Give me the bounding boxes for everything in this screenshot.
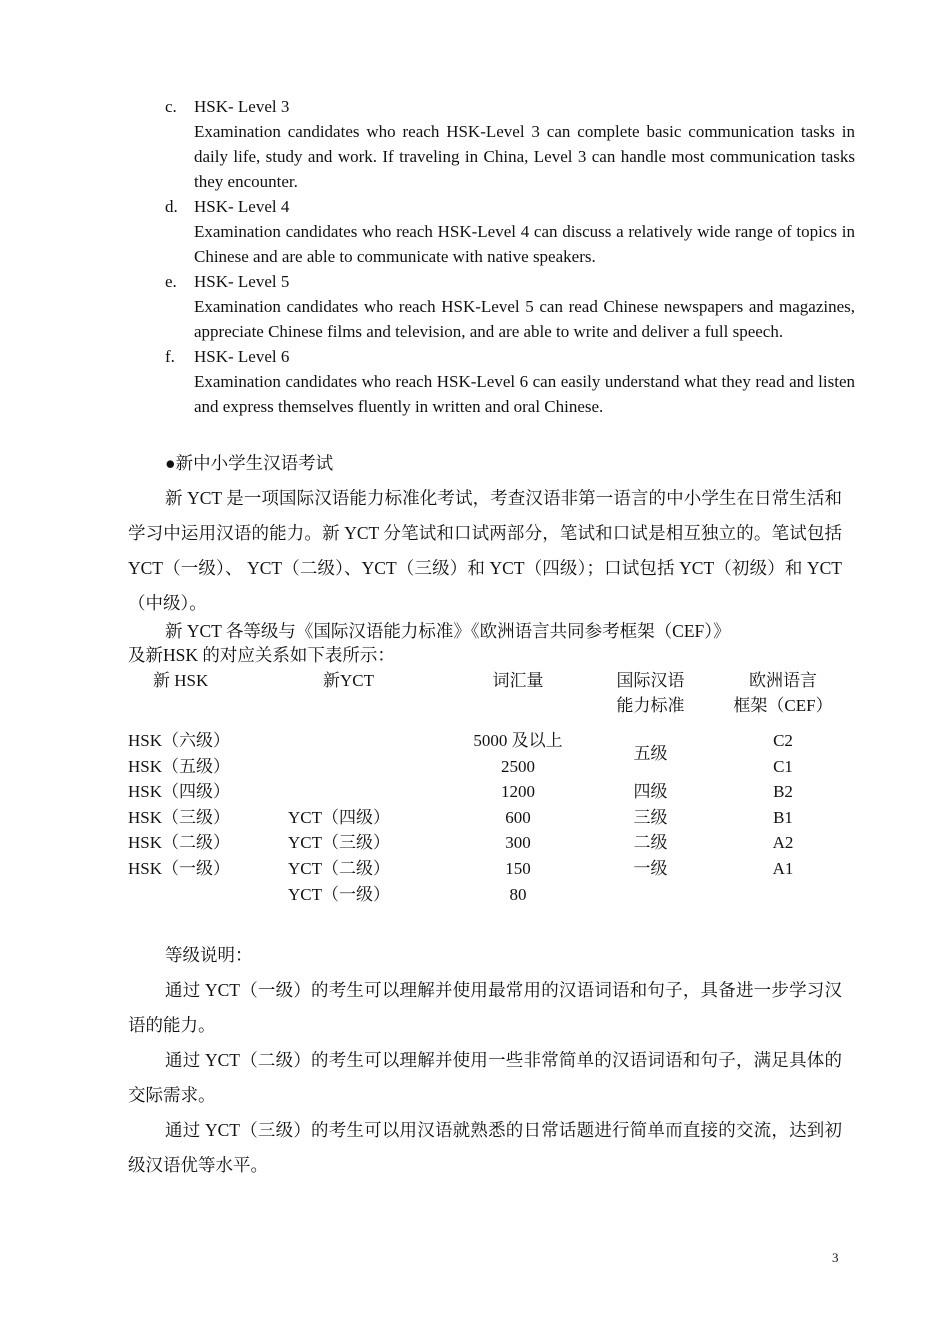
page-number: 3: [832, 1250, 839, 1265]
header-cef-line1: 欧洲语言: [749, 671, 817, 690]
header-vocab: 词汇量: [492, 671, 544, 690]
level-title: HSK- Level 3: [194, 97, 290, 116]
level-correspondence-table: [128, 668, 848, 907]
cell-cef: A1: [772, 858, 794, 878]
level-description: Examination candidates who reach HSK-Level 4 can discuss a relatively wide range of topics in Chinese and are able to communicate with native speakers.: [194, 222, 855, 266]
level-item: [165, 269, 855, 344]
cell-hsk: HSK（六级）: [128, 731, 231, 750]
header-standard: [583, 668, 718, 718]
cell-standard: [583, 882, 718, 908]
cell-hsk: HSK（四级）: [128, 782, 231, 802]
cell-cef: C1: [773, 756, 793, 776]
header-cef-line2: 框架（CEF）: [733, 696, 833, 715]
cell-vocab: 80: [509, 884, 527, 904]
grade-paragraph: 通过 YCT（一级）的考生可以理解并使用最常用的汉语词语和句子，具备进一步学习汉语的能力。: [128, 980, 842, 1035]
level-item: [165, 344, 855, 419]
cell-yct: YCT（四级）: [288, 807, 390, 827]
hsk-level-list: [165, 94, 855, 419]
table-row: [128, 830, 848, 856]
table-intro-line2: 及新HSK 的对应关系如下表所示：: [128, 645, 395, 665]
grade-paragraph: 通过 YCT（三级）的考生可以用汉语就熟悉的日常话题进行简单而直接的交流，达到初级汉语优等水平。: [128, 1120, 842, 1175]
list-marker: e.: [165, 272, 177, 291]
table-row: [128, 805, 848, 831]
cell-standard: 二级: [633, 833, 668, 853]
cell-cef: [718, 882, 848, 908]
level-title: HSK- Level 6: [194, 347, 290, 366]
cell-vocab: 5000 及以上: [473, 731, 563, 750]
header-standard-line2: 能力标准: [616, 696, 685, 715]
cell-cef: C2: [773, 731, 793, 750]
header-cef: [718, 668, 848, 718]
level-title: HSK- Level 4: [194, 197, 290, 216]
cell-standard: 四级: [633, 782, 668, 802]
level-item: [165, 194, 855, 269]
header-standard-line1: 国际汉语: [616, 671, 685, 690]
cell-standard-merged: 五级: [633, 743, 668, 763]
cell-vocab: 2500: [501, 756, 535, 776]
cell-standard: 三级: [633, 807, 668, 827]
level-description: Examination candidates who reach HSK-Level 5 can read Chinese newspapers and magazines, appreciate Chinese films and television, and are able to write and deliver a full speech.: [194, 297, 855, 341]
level-description: Examination candidates who reach HSK-Level 6 can easily understand what they read and listen and express themselves fluently in written and oral Chinese.: [194, 372, 855, 416]
cell-yct: [288, 779, 453, 805]
table-header-row: [128, 668, 848, 718]
cell-yct: [288, 728, 453, 754]
table-row: [128, 856, 848, 882]
cell-yct: YCT（二级）: [288, 858, 390, 878]
cell-cef: B1: [773, 807, 793, 827]
table-row: [128, 779, 848, 805]
table-row: [128, 882, 848, 908]
table-intro-line1: 新 YCT 各等级与《国际汉语能力标准》《欧洲语言共同参考框架（CEF）》: [165, 621, 731, 641]
header-yct: 新YCT: [323, 671, 374, 690]
list-marker: d.: [165, 197, 178, 216]
cell-hsk: HSK（一级）: [128, 858, 231, 878]
list-marker: c.: [165, 97, 177, 116]
level-title: HSK- Level 5: [194, 272, 290, 291]
cell-yct: YCT（一级）: [288, 884, 390, 904]
cell-vocab: 150: [505, 858, 531, 878]
level-description: Examination candidates who reach HSK-Level 3 can complete basic communication tasks in daily life, study and work. If traveling in China, Level 3 can handle most communication tasks they encounter.: [194, 122, 855, 191]
cell-yct: [288, 754, 453, 780]
cell-vocab: 600: [505, 807, 531, 827]
list-marker: f.: [165, 347, 175, 366]
grade-paragraph: 通过 YCT（二级）的考生可以理解并使用一些非常简单的汉语词语和句子，满足具体的交际需求。: [128, 1050, 842, 1105]
yct-heading: ●新中小学生汉语考试: [165, 453, 334, 473]
cell-hsk: HSK（三级）: [128, 807, 231, 827]
cell-hsk: [128, 882, 288, 908]
cell-yct: YCT（三级）: [288, 833, 390, 853]
cell-hsk: HSK（五级）: [128, 756, 231, 776]
cell-cef: B2: [773, 782, 793, 802]
level-item: [165, 94, 855, 194]
cell-hsk: HSK（二级）: [128, 833, 231, 853]
cell-vocab: 300: [505, 833, 531, 853]
yct-intro-paragraph: 新 YCT 是一项国际汉语能力标准化考试，考查汉语非第一语言的中小学生在日常生活和学习中运用汉语的能力。新 YCT 分笔试和口试两部分，笔试和口试是相互独立的。笔试包括 YCT（一级）、 YCT（二级）、YCT（三级）和 YCT（四级）；口试包括 YCT（初级）和 YCT（中级）。: [128, 488, 842, 613]
cell-vocab: 1200: [501, 782, 535, 802]
table-row: [128, 754, 848, 780]
header-hsk: 新 HSK: [153, 671, 209, 690]
grade-heading: 等级说明：: [165, 945, 253, 965]
cell-standard: 一级: [633, 858, 668, 878]
table-row: [128, 728, 848, 754]
cell-cef: A2: [772, 833, 794, 853]
